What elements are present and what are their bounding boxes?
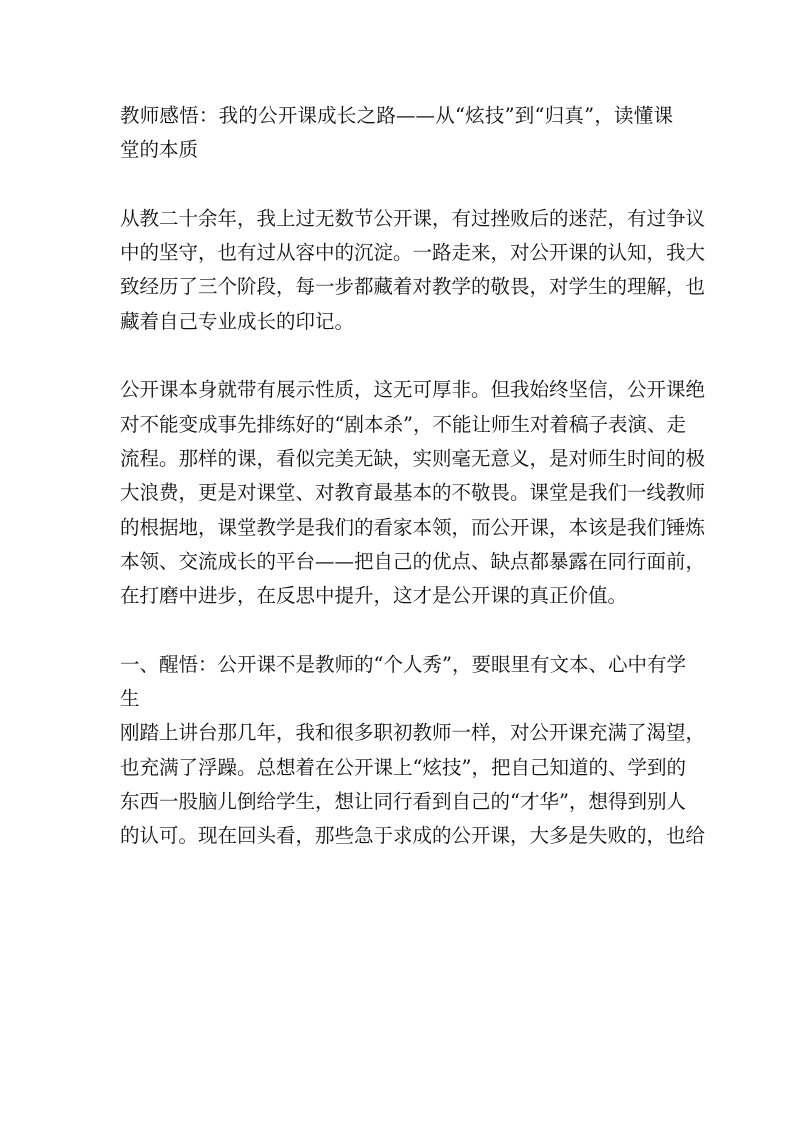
paragraph-value: [120, 373, 706, 613]
title-line: 教师感悟：我的公开课成长之路——从“炫技”到“归真”，读懂课: [120, 104, 673, 127]
section-heading: [120, 648, 686, 717]
text-line: 流程。那样的课，看似完美无缺，实则毫无意义，是对师生时间的极: [120, 446, 706, 470]
text-line: 也充满了浮躁。总想着在公开课上“炫技”，把自己知道的、学到的: [120, 755, 686, 779]
title-line: 堂的本质: [120, 138, 199, 162]
text-line: 对不能变成事先排练好的“剧本杀”，不能让师生对着稿子表演、走: [120, 412, 686, 436]
text-line: 在打磨中进步，在反思中提升，这才是公开课的真正价值。: [120, 584, 628, 608]
paragraph-intro: [120, 202, 706, 339]
text-line: 公开课本身就带有展示性质，这无可厚非。但我始终坚信，公开课绝: [120, 378, 706, 402]
text-line: 中的坚守，也有过从容中的沉淀。一路走来，对公开课的认知，我大: [120, 241, 706, 265]
text-line: 从教二十余年，我上过无数节公开课，有过挫败后的迷茫，有过争议: [120, 206, 706, 230]
text-line: 致经历了三个阶段，每一步都藏着对教学的敬畏，对学生的理解，也: [120, 275, 706, 299]
heading-line: 生: [120, 687, 140, 711]
text-line: 刚踏上讲台那几年，我和很多职初教师一样，对公开课充满了渴望，: [120, 721, 706, 745]
text-line: 东西一股脑儿倒给学生，想让同行看到自己的“才华”，想得到别人: [120, 789, 686, 813]
section-paragraph: [120, 716, 706, 853]
document-title: [120, 99, 673, 168]
text-line: 本领、交流成长的平台——把自己的优点、缺点都暴露在同行面前，: [120, 549, 706, 573]
heading-line: 一、醒悟：公开课不是教师的“个人秀”，要眼里有文本、心中有学: [120, 652, 686, 676]
text-line: 大浪费，更是对课堂、对教育最基本的不敬畏。课堂是我们一线教师: [120, 481, 706, 505]
text-line: 的根据地，课堂教学是我们的看家本领，而公开课，本该是我们锤炼: [120, 515, 706, 539]
text-line: 藏着自己专业成长的印记。: [120, 309, 355, 333]
document-page: [120, 99, 706, 854]
text-line: 的认可。现在回头看，那些急于求成的公开课，大多是失败的，也给: [120, 824, 706, 848]
